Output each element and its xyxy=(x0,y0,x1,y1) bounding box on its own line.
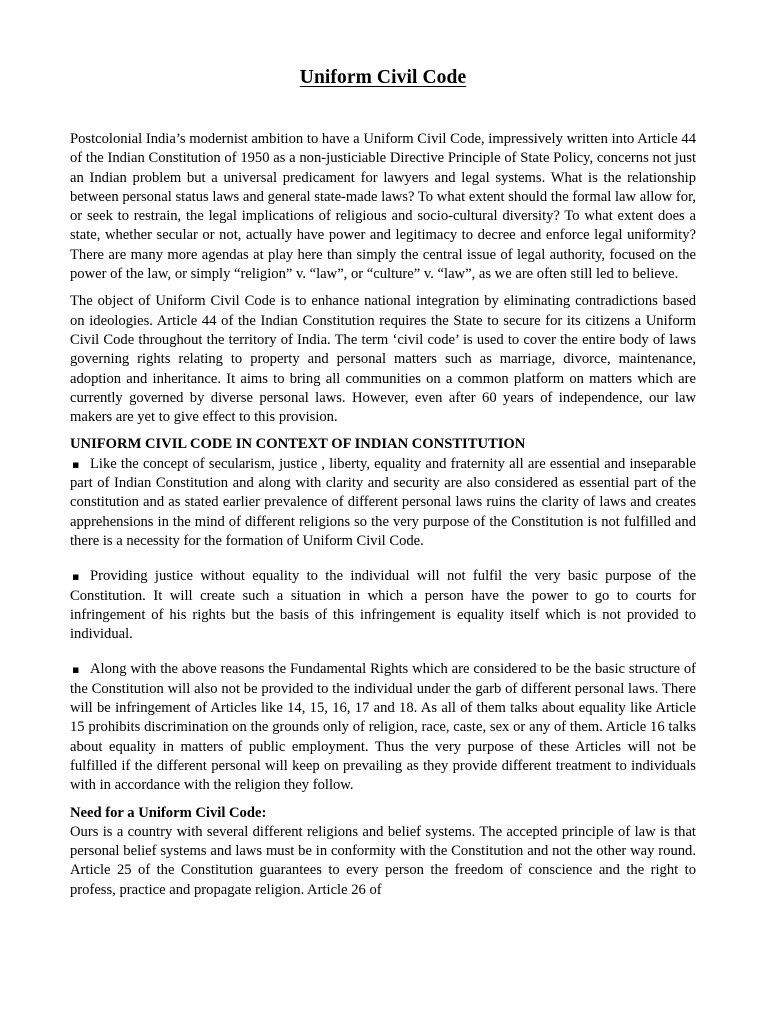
bullet-square-icon: ▪ xyxy=(72,663,80,677)
bullet-square-icon: ▪ xyxy=(72,570,80,584)
intro-paragraph: Postcolonial India’s modernist ambition to have a Uniform Civil Code, impressively written into Article 44 of the Indian Constitution of 1950 as a non-justiciable Directive Principle of State Policy, concerns not just an Indian problem but a universal predicament for lawyers and legal systems. What is the relationship between personal status laws and general state-made laws? To what extent should the formal law allow for, or seek to restrain, the legal implications of religious and socio-cultural diversity? To what extent does a state, whether secular or not, actually have power and legitimacy to decree and enforce legal uniformity? There are many more agendas at play here than simply the central issue of legal authority, focused on the power of the law, or simply “religion” v. “law”, or “culture” v. “law”, as we are often still led to believe. xyxy=(70,131,696,283)
list-item-text: Providing justice without equality to the individual will not fulfil the very basic purpose of the Constitution. It will create such a situation in which a person have the power to go to courts for infringement of his rights but the basis of this infringement is equality itself which is not provided to individual. xyxy=(70,568,696,643)
list-item xyxy=(70,660,696,795)
section-heading-need: Need for a Uniform Civil Code: xyxy=(70,804,267,821)
bullet-square-icon: ▪ xyxy=(72,457,80,471)
list-item-text: Like the concept of secularism, justice , liberty, equality and fraternity all are essential and inseparable part of Indian Constitution and along with clarity and security are also considered as essential part of the constitution and as stated earlier prevalence of different personal laws ruins the clarity of laws and creates apprehensions in the mind of different religions so the very purpose of the Constitution is not fulfilled and there is a necessity for the formation of Uniform Civil Code. xyxy=(70,455,696,549)
list-item-text: Along with the above reasons the Fundamental Rights which are considered to be the basic structure of the Constitution will also not be provided to the individual under the garb of different personal laws. There will be infringement of Articles like 14, 15, 16, 17 and 18. As all of them talks about equality like Article 15 prohibits discrimination on the grounds only of religion, race, caste, sex or any of them. Article 16 talks about equality in matters of public employment. Thus the very purpose of these Articles will not be fulfilled if the different personal will keep on prevailing as they provide different treatment to individuals with in accordance with the religion they follow. xyxy=(70,661,696,794)
page-title: Uniform Civil Code xyxy=(299,67,467,88)
section-heading-context: UNIFORM CIVIL CODE IN CONTEXT OF INDIAN CONSTITUTION xyxy=(70,436,526,453)
list-item xyxy=(70,567,696,644)
object-paragraph: The object of Uniform Civil Code is to enhance national integration by eliminating contradictions based on ideologies. Article 44 of the Indian Constitution requires the State to secure for its citizens a Uniform Civil Code throughout the territory of India. The term ‘civil code’ is used to cover the entire body of laws governing rights relating to property and personal matters such as marriage, divorce, maintenance, adoption and inheritance. It aims to bring all communities on a common platform on matters which are currently governed by diverse personal laws. However, even after 60 years of independence, our law makers are yet to give effect to this provision. xyxy=(70,293,696,426)
need-paragraph: Ours is a country with several different religions and belief systems. The accepted principle of law is that personal belief systems and laws must be in conformity with the Constitution and not the other way round. Article 25 of the Constitution guarantees to every person the freedom of conscience and the right to profess, practice and propagate religion. Article 26 of xyxy=(70,823,696,898)
list-item xyxy=(70,455,696,551)
document-body xyxy=(70,0,696,900)
